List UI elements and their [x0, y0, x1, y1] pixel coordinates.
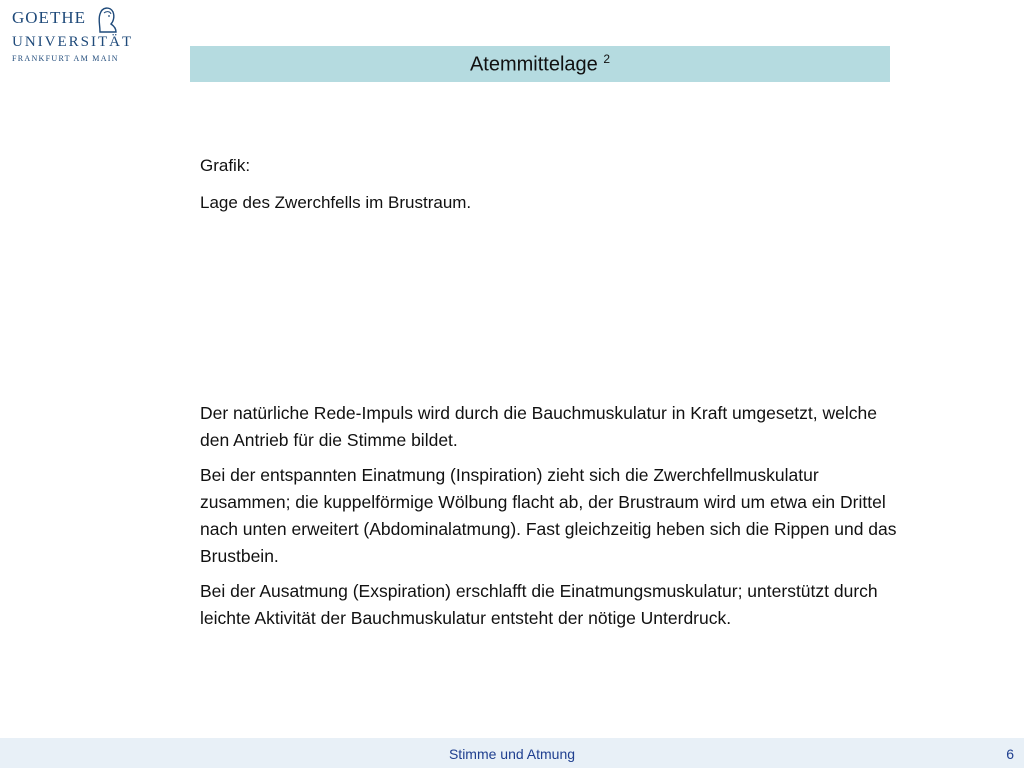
slide-title: Atemmittelage $^2$: [469, 51, 611, 76]
graphic-placeholder: [200, 156, 471, 230]
paragraph: Bei der entspannten Einatmung (Inspiration) zieht sich die Zwerchfellmuskulatur zusammen; die kuppelförmige Wölbung flacht ab, der Brustraum wird um etwa ein Drittel nach unten erweitert (Abdominalatmung). Fast gleichzeitig heben sich die Rippen und das Brustbein.: [200, 465, 897, 566]
logo-line-universitaet: UNIVERSITÄT: [12, 34, 134, 50]
logo-line-frankfurt: FRANKFURT AM MAIN: [12, 54, 119, 63]
paragraph: Bei der Ausatmung (Exspiration) erschlafft die Einatmungsmuskulatur; unterstützt durch leichte Aktivität der Bauchmuskulatur entsteht der nötige Unterdruck.: [200, 581, 878, 628]
title-superscript: 2: [603, 51, 611, 66]
slide-footer: [0, 738, 1024, 768]
footer-title: Stimme und Atmung: [448, 746, 576, 762]
goethe-portrait-icon: [92, 4, 118, 34]
page-number: 6: [1006, 746, 1014, 762]
slide-title-bar: [190, 46, 890, 82]
university-logo: [12, 4, 134, 64]
paragraph: Der natürliche Rede-Impuls wird durch die Bauchmuskulatur in Kraft umgesetzt, welche den Antrieb für die Stimme bildet.: [200, 403, 877, 450]
body-text: [200, 400, 900, 640]
graphic-caption: Lage des Zwerchfells im Brustraum.: [200, 193, 472, 212]
graphic-label: Grafik:: [200, 156, 251, 175]
logo-line-goethe: GOETHE: [12, 8, 86, 27]
